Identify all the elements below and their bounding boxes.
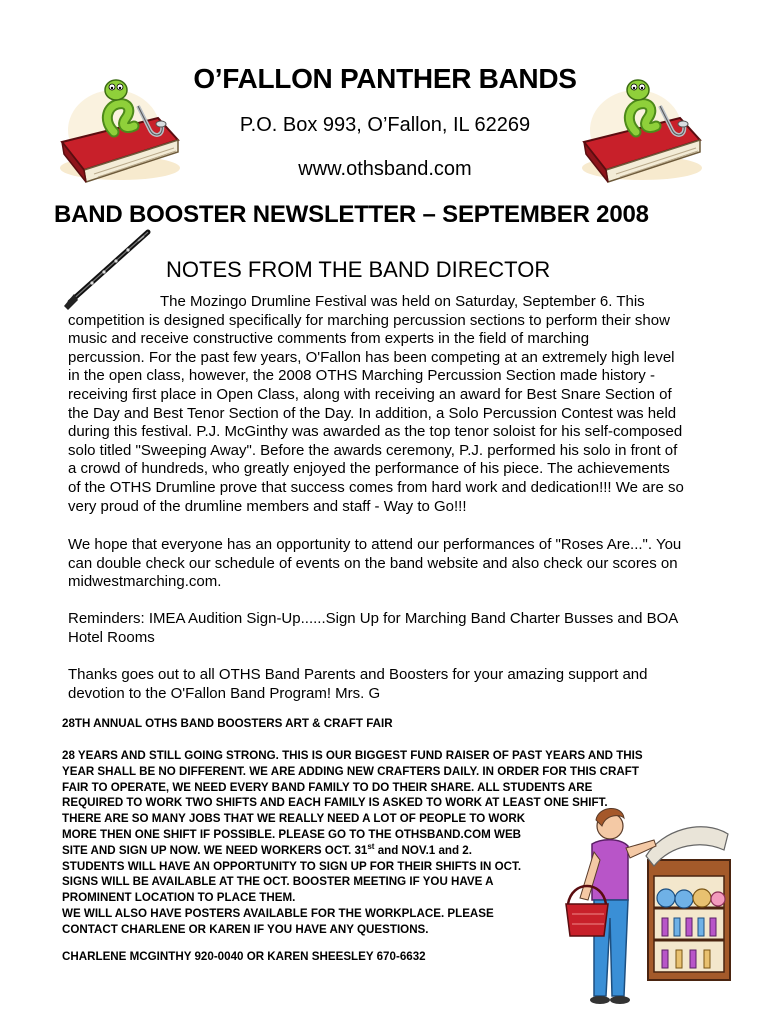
website-link[interactable]: www.othsband.com <box>298 158 472 180</box>
text-line: during this festival. P.J. McGinthy was awarded as the top tenor soloist for his self-composed <box>68 423 683 441</box>
text-line: the Day and Best Tenor Section of the Day. In addition, a Solo Percussion Contest was held <box>68 404 677 422</box>
contact-line: CHARLENE MCGINTHY 920-0040 OR KAREN SHEESLEY 670-6632 <box>62 950 426 963</box>
band-title: O’FALLON PANTHER BANDS <box>193 63 577 94</box>
craft-fair-title: 28TH ANNUAL OTHS BAND BOOSTERS ART & CRAFT FAIR <box>62 717 393 730</box>
text-line: receiving first place in Open Class, along with receiving an award for Best Snare Section of <box>68 385 672 403</box>
text-fragment: and NOV.1 and 2. <box>374 843 472 857</box>
text-line: in the open class, however, the 2008 OTHS Marching Percussion Section made history - <box>68 367 655 385</box>
text-line: Reminders: IMEA Audition Sign-Up......Sign Up for Marching Band Charter Busses and BOA <box>68 610 679 627</box>
text-line: Thanks goes out to all OTHS Band Parents and Boosters for your amazing support and <box>68 666 648 683</box>
text-line: MORE THEN ONE SHIFT IF POSSIBLE. PLEASE GO TO THE OTHSBAND.COM WEB <box>62 827 522 841</box>
drumline-festival-paragraph <box>68 293 708 516</box>
reminders-paragraph <box>68 610 708 647</box>
text-line: music and receive constructive comments from experts in the field of marching <box>68 330 590 348</box>
shopper-at-craft-stall-illustration <box>562 800 732 1010</box>
thanks-paragraph <box>68 666 708 703</box>
text-fragment: SITE AND SIGN UP NOW. WE NEED WORKERS OCT. 31 <box>62 843 368 857</box>
text-line: SIGNS WILL BE AVAILABLE AT THE OCT. BOOSTER MEETING IF YOU HAVE A <box>62 875 494 889</box>
text-line: STUDENTS WILL HAVE AN OPPORTUNITY TO SIGN UP FOR THEIR SHIFTS IN OCT. <box>62 859 522 873</box>
text-line: 28 YEARS AND STILL GOING STRONG. THIS IS OUR BIGGEST FUND RAISER OF PAST YEARS AND THIS <box>62 749 643 762</box>
text-line: REQUIRED TO WORK TWO SHIFTS AND EACH FAMILY IS ASKED TO WORK AT LEAST ONE SHIFT. <box>62 796 608 810</box>
text-line: solo titled "Sweeping Away". Before the awards ceremony, P.J. performed his solo in front of <box>68 441 678 459</box>
text-line: PROMINENT LOCATION TO PLACE THEM. <box>62 891 296 905</box>
text-line: We hope that everyone has an opportunity to attend our performances of "Roses Are...". You <box>68 536 682 553</box>
text-line: very proud of the drumline members and staff - Way to Go!!! <box>68 497 467 515</box>
text-line: of the OTHS Drumline prove that success comes from hard work and dedication!!! We are so <box>68 478 684 496</box>
superscript: st <box>367 841 375 851</box>
performances-paragraph <box>68 536 708 592</box>
text-line: a crowd of hundreds, who greatly enjoyed the performance of his piece. The achievements <box>68 460 670 478</box>
text-line: competition is designed specifically for marching percussion sections to perform their show <box>68 311 670 329</box>
text-line: YEAR SHALL BE NO DIFFERENT. WE ARE ADDING NEW CRAFTERS DAILY. IN ORDER FOR THIS CRAFT <box>62 764 639 778</box>
text-line: FAIR TO OPERATE, WE NEED EVERY BAND FAMILY TO DO THEIR SHARE. ALL STUDENTS ARE <box>62 780 593 794</box>
text-line: The Mozingo Drumline Festival was held on Saturday, September 6. This <box>160 293 645 310</box>
text-line: percussion. For the past few years, O'Fallon has been competing at an extremely high level <box>68 348 675 366</box>
text-line: THERE ARE SO MANY JOBS THAT WE REALLY NEED A LOT OF PEOPLE TO WORK <box>62 812 526 826</box>
newsletter-title: BAND BOOSTER NEWSLETTER – SEPTEMBER 2008 <box>54 201 649 228</box>
text-line: can double check our schedule of events on the band website and also check our scores on <box>68 554 678 572</box>
text-line: CONTACT CHARLENE OR KAREN IF YOU HAVE ANY QUESTIONS. <box>62 922 429 936</box>
director-notes-heading: NOTES FROM THE BAND DIRECTOR <box>166 257 551 282</box>
text-line: Hotel Rooms <box>68 628 155 646</box>
text-line: WE WILL ALSO HAVE POSTERS AVAILABLE FOR THE WORKPLACE. PLEASE <box>62 906 494 920</box>
text-line: midwestmarching.com. <box>68 573 222 591</box>
mailing-address: P.O. Box 993, O’Fallon, IL 62269 <box>239 114 531 136</box>
text-line: devotion to the O'Fallon Band Program! Mrs. G <box>68 684 381 702</box>
